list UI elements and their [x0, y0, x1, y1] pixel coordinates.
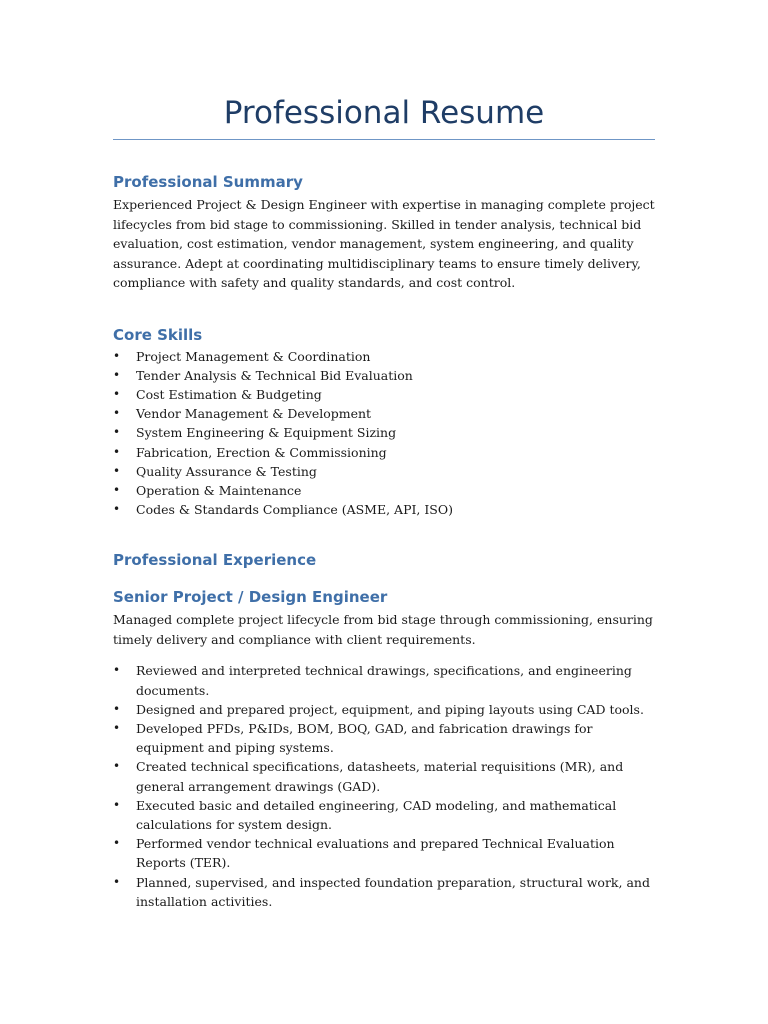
experience-item: [113, 661, 655, 699]
experience-item-text: Reviewed and interpreted technical drawings, specifications, and engineering documents.: [136, 663, 632, 698]
skill-item: [113, 423, 655, 442]
experience-item-text: Executed basic and detailed engineering, CAD modeling, and mathematical calculations for system design.: [136, 797, 617, 832]
skill-item-text: System Engineering & Equipment Sizing: [136, 425, 397, 441]
skill-item-text: Tender Analysis & Technical Bid Evaluation: [136, 367, 413, 383]
skill-item: [113, 366, 655, 385]
experience-heading: Professional Experience: [113, 551, 317, 570]
bullet-icon: •: [113, 348, 121, 363]
skill-item: [113, 443, 655, 462]
experience-bullets: [113, 661, 655, 911]
bullet-icon: •: [113, 797, 121, 812]
bullet-icon: •: [113, 482, 121, 497]
skill-item: [113, 404, 655, 423]
experience-item: [113, 700, 655, 719]
skill-item-text: Codes & Standards Compliance (ASME, API, ISO): [136, 502, 453, 518]
summary-text: Experienced Project & Design Engineer with expertise in managing complete project lifecycles from bid stage to commissioning. Skilled in tender analysis, technical bid evaluation, cost estimation, vendor management, system engineering, and quality assurance. Adept at coordinating multidisciplinary teams to ensure timely delivery, compliance with safety and quality standards, and cost control.: [113, 197, 655, 290]
experience-item-text: Performed vendor technical evaluations and prepared Technical Evaluation Reports (TER).: [136, 836, 615, 871]
experience-item: [113, 796, 655, 834]
bullet-icon: •: [113, 701, 121, 716]
bullet-icon: •: [113, 759, 121, 774]
skill-item-text: Quality Assurance & Testing: [136, 463, 317, 479]
skill-item-text: Fabrication, Erection & Commissioning: [136, 444, 387, 460]
skill-item-text: Vendor Management & Development: [136, 406, 372, 422]
skills-list: [113, 347, 655, 520]
role-description: Managed complete project lifecycle from bid stage through commissioning, ensuring timely delivery and compliance with client requirements.: [113, 612, 653, 647]
bullet-icon: •: [113, 663, 121, 678]
skill-item-text: Operation & Maintenance: [136, 482, 302, 498]
bullet-icon: •: [113, 406, 121, 421]
bullet-icon: •: [113, 386, 121, 401]
experience-item-text: Developed PFDs, P&IDs, BOM, BOQ, GAD, and fabrication drawings for equipment and piping systems.: [136, 720, 593, 756]
experience-item-text: Created technical specifications, datasheets, material requisitions (MR), and general arrangement drawings (GAD).: [136, 759, 624, 794]
summary-heading: Professional Summary: [113, 173, 303, 191]
bullet-icon: •: [113, 425, 121, 440]
title-divider: [113, 139, 655, 140]
bullet-icon: •: [113, 836, 121, 851]
experience-item-text: Designed and prepared project, equipment, and piping layouts using CAD tools.: [136, 701, 644, 717]
skills-heading: Core Skills: [113, 325, 203, 344]
role-title: Senior Project / Design Engineer: [113, 588, 388, 607]
bullet-icon: •: [113, 367, 121, 382]
page-title: Professional Resume: [223, 95, 545, 131]
skill-item: [113, 481, 655, 500]
skill-item: [113, 347, 655, 366]
experience-item: [113, 757, 655, 795]
experience-item-text: Planned, supervised, and inspected foundation preparation, structural work, and installation activities.: [136, 874, 650, 909]
skill-item-text: Cost Estimation & Budgeting: [136, 386, 322, 402]
experience-item: [113, 719, 655, 757]
bullet-icon: •: [113, 720, 121, 735]
skill-item: [113, 385, 655, 404]
bullet-icon: •: [113, 874, 121, 889]
skill-item: [113, 500, 655, 519]
skill-item: [113, 462, 655, 481]
skill-item-text: Project Management & Coordination: [136, 348, 371, 364]
experience-item: [113, 834, 655, 872]
bullet-icon: •: [113, 444, 121, 459]
bullet-icon: •: [113, 502, 121, 517]
bullet-icon: •: [113, 463, 121, 478]
experience-item: [113, 873, 655, 911]
